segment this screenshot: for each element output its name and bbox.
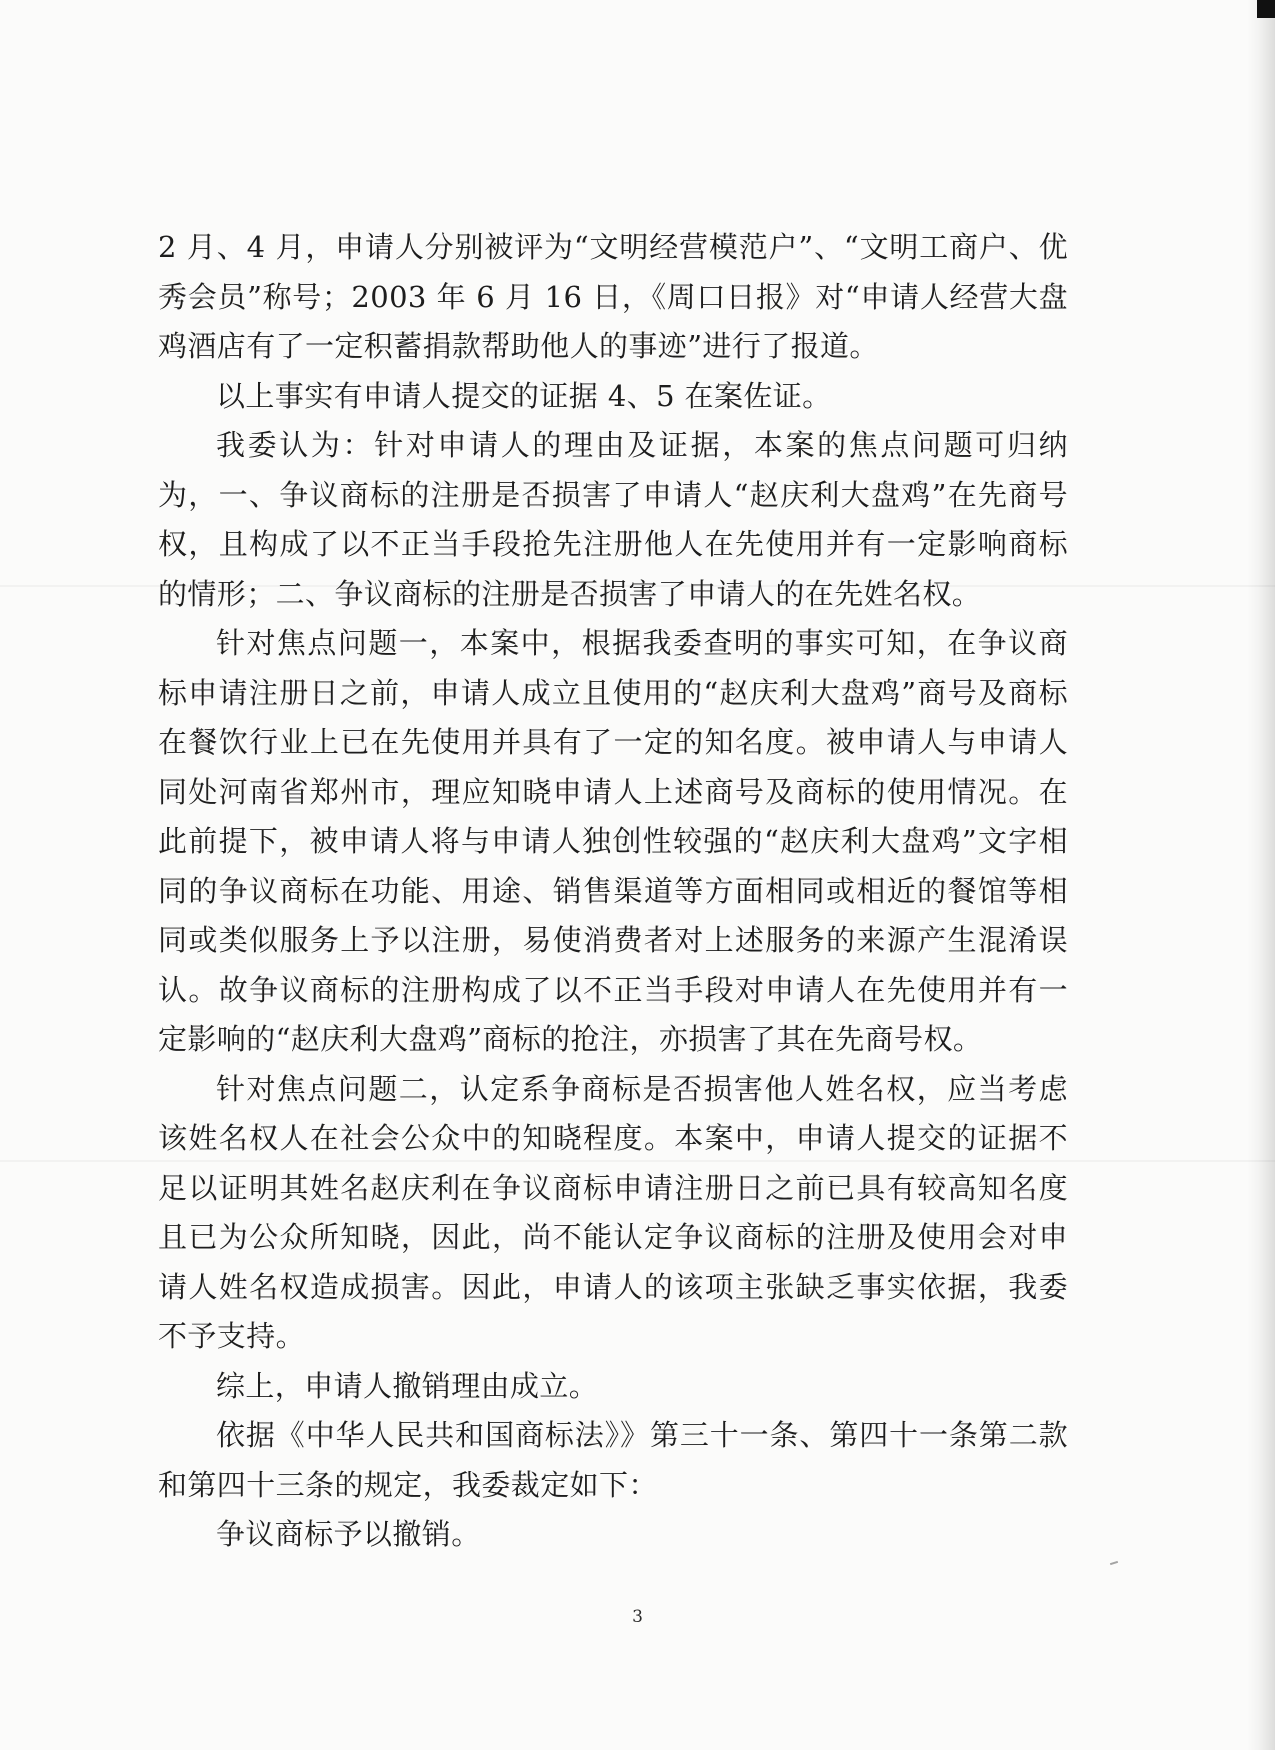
scan-edge-shadow <box>1247 0 1275 1750</box>
paragraph-issue-one: 针对焦点问题一，本案中，根据我委查明的事实可知，在争议商标申请注册日之前，申请人成立且使用的“赵庆利大盘鸡”商号及商标在餐饮行业上已在先使用并具有了一定的知名度。被申请人与申请人同处河南省郑州市，理应知晓申请人上述商号及商标的使用情况。在此前提下，被申请人将与申请人独创性较强的“赵庆利大盘鸡”文字相同的争议商标在功能、用途、销售渠道等方面相同或相近的餐馆等相同或类似服务上予以注册，易使消费者对上述服务的来源产生混淆误认。故争议商标的注册构成了以不正当手段对申请人在先使用并有一定影响的“赵庆利大盘鸡”商标的抢注，亦损害了其在先商号权。 <box>158 626 1068 1056</box>
paragraph-summary: 综上，申请人撤销理由成立。 <box>216 1368 599 1403</box>
paragraph-issue-two: 针对焦点问题二，认定系争商标是否损害他人姓名权，应当考虑该姓名权人在社会公众中的知晓程度。本案中，申请人提交的证据不足以证明其姓名赵庆利在争议商标申请注册日之前已具有较高知名度且已为公众所知晓，因此，尚不能认定争议商标的注册及使用会对申请人姓名权造成损害。因此，申请人的该项主张缺乏事实依据，我委不予支持。 <box>158 1071 1068 1353</box>
page-number: 3 <box>632 1607 643 1627</box>
scan-speck <box>1110 1561 1118 1565</box>
paragraph-evidence: 以上事实有申请人提交的证据 4、5 在案佐证。 <box>216 378 832 413</box>
paragraph-legal-basis: 依据《中华人民共和国商标法》》第三十一条、第四十一条第二款和第四十三条的规定，我委裁定如下： <box>158 1418 1068 1502</box>
document-body <box>158 223 1068 1560</box>
paragraph-continuation: 2 月、4 月，申请人分别被评为“文明经营模范户”、“文明工商户、优秀会员”称号；2003 年 6 月 16 日，《周口日报》对“申请人经营大盘鸡酒店有了一定积蓄捐款帮助他人的事迹”进行了报道。 <box>158 230 1068 363</box>
paragraph-ruling: 争议商标予以撤销。 <box>216 1517 481 1551</box>
paragraph-issues: 我委认为：针对申请人的理由及证据，本案的焦点问题可归纳为，一、争议商标的注册是否损害了申请人“赵庆利大盘鸡”在先商号权，且构成了以不正当手段抢先注册他人在先使用并有一定影响商标的情形；二、争议商标的注册是否损害了申请人的在先姓名权。 <box>158 428 1068 611</box>
scan-corner-mark <box>1257 0 1275 18</box>
